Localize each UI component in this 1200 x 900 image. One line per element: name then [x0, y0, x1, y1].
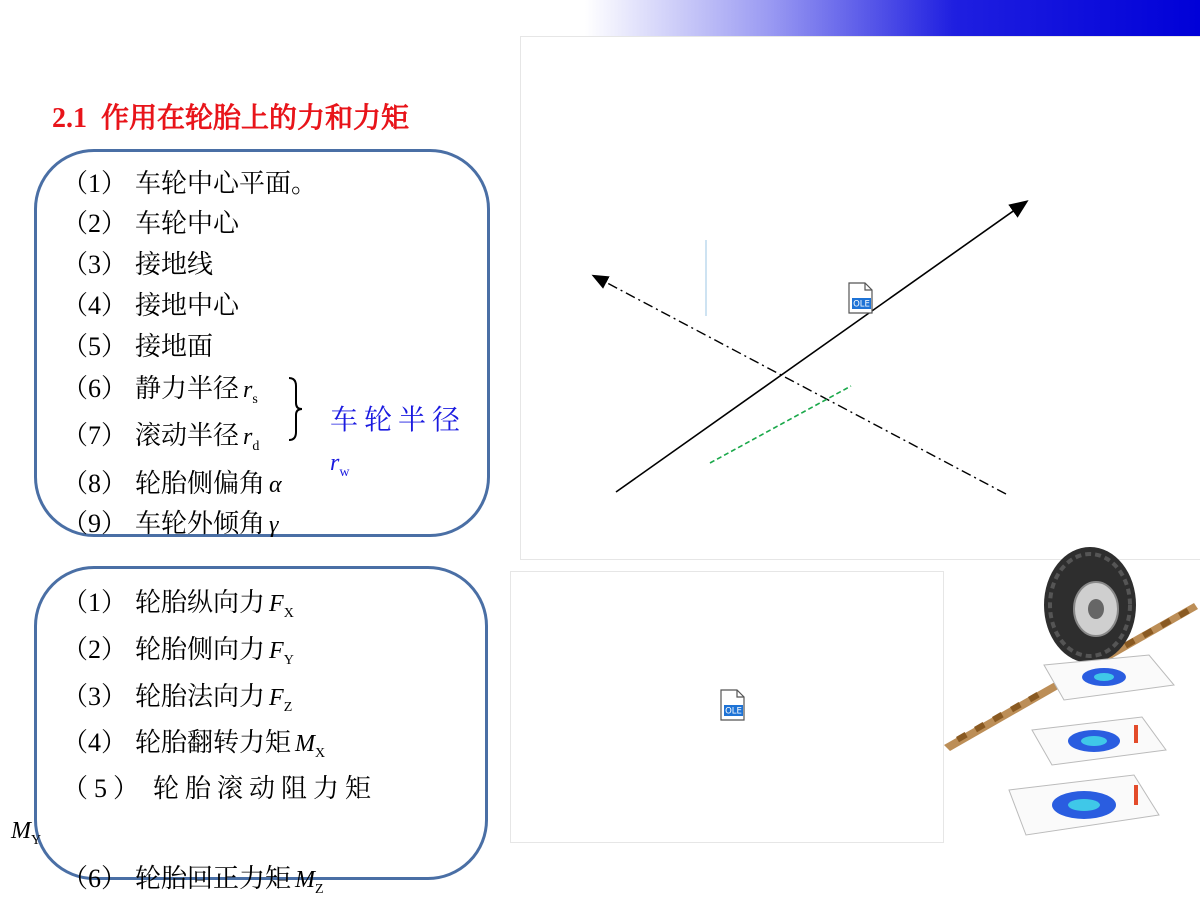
solid-axis-arrow: [616, 202, 1026, 492]
header-gradient-bar: [585, 0, 1200, 40]
definition-item: （2） 车轮中心: [62, 209, 240, 239]
force-item: （6） 轮胎回正力矩 $M_Z$: [62, 864, 324, 897]
wheel-radius-symbol: $r_w$: [330, 450, 350, 480]
brace-icon: [287, 376, 303, 442]
definition-item: （4） 接地中心: [62, 291, 240, 321]
tire-image: [944, 545, 1200, 850]
wheel-radius-label: 车轮半径: [330, 403, 467, 436]
ole-object-icon[interactable]: [846, 282, 874, 314]
force-item: （2） 轮胎侧向力 $F_Y$: [62, 635, 294, 668]
force-item: （4） 轮胎翻转力矩 $M_X$: [62, 728, 326, 761]
definition-item: （6） 静力半径 $r_s$: [62, 374, 258, 407]
svg-text:OLE: OLE: [725, 706, 742, 717]
definition-item: （7） 滚动半径 $r_d$: [62, 421, 260, 454]
dashdot-axis-arrow: [594, 276, 1006, 494]
force-item: （5） 轮胎滚动阻力矩: [62, 774, 378, 804]
definition-item: （3） 接地线: [62, 250, 214, 280]
definition-item: （1） 车轮中心平面。: [62, 169, 318, 199]
force-item: （3） 轮胎法向力 $F_Z$: [62, 682, 293, 715]
title-number: 2.1: [52, 103, 87, 134]
definition-item: （5） 接地面: [62, 332, 214, 362]
slide-title: [52, 96, 409, 136]
definition-item: （8） 轮胎侧偏角 α: [62, 469, 282, 499]
green-dashed-line: [710, 386, 851, 463]
force-item: （1） 轮胎纵向力 $F_X$: [62, 588, 294, 621]
force-item-symbol: $M_Y$: [11, 818, 42, 848]
svg-text:OLE: OLE: [853, 299, 870, 310]
ole-object-icon[interactable]: [718, 689, 746, 721]
definition-item: （9） 车轮外倾角 γ: [62, 509, 279, 539]
title-text: 作用在轮胎上的力和力矩: [101, 101, 410, 134]
